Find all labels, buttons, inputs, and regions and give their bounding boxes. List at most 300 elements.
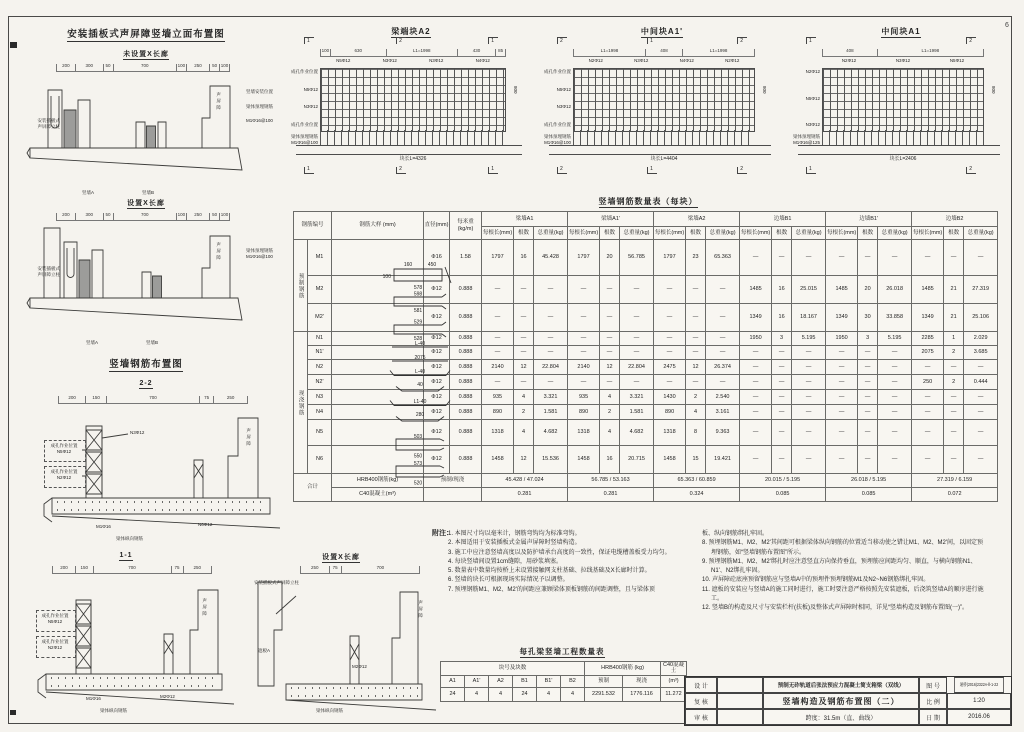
table-cell [424, 488, 482, 502]
section-marker: 2 [737, 167, 747, 174]
check-signature [717, 693, 763, 709]
table-cell: HRB400钢筋(kg) [332, 474, 424, 488]
table-cell: 3.321 [534, 390, 568, 405]
table-cell: 935 [482, 390, 514, 405]
table-cell: 4 [600, 420, 620, 446]
table-cell [441, 662, 687, 676]
table-cell: B1' [537, 675, 561, 687]
side-label: 成孔作业位置 [544, 69, 571, 74]
span-note: 跨度：31.5m（直、曲线） [763, 709, 919, 725]
side-label: N3Φ12 [556, 104, 571, 110]
section-marker: 1 [304, 37, 314, 44]
table-cell: 0.888 [450, 405, 482, 420]
rebar-legs [320, 130, 506, 145]
table-cell: — [600, 375, 620, 390]
table-cell: — [654, 276, 686, 304]
side-label: 成孔作业位置 [291, 69, 318, 74]
table-cell: 1797 [482, 240, 514, 276]
corridor-post-label: 安装插板式声屏障立柱 [254, 580, 299, 585]
table-cell: — [514, 346, 534, 360]
table-cell: — [912, 420, 944, 446]
bar-label: N2Φ12 [725, 58, 740, 63]
table-cell: 1349 [912, 304, 944, 332]
table-cell: 钢筋大样 (mm) [332, 212, 424, 240]
table-cell: 16 [514, 240, 534, 276]
table-cell: 890 [482, 405, 514, 420]
embed-note [246, 248, 286, 259]
work-hole-label-3 [37, 613, 73, 624]
section-marker: 1 [488, 167, 498, 174]
table-cell: — [706, 332, 740, 346]
drawing-no-label: 图 号 [919, 677, 947, 693]
table-cell: 22.804 [534, 360, 568, 375]
drawing-element: 成孔作业位置 [50, 469, 78, 474]
notes-right-column [702, 530, 984, 614]
table-cell [294, 488, 998, 502]
rebar-quantity-table [293, 211, 998, 502]
table-cell: 1 [944, 332, 964, 346]
table-cell: — [620, 332, 654, 346]
table-cell: 4.682 [534, 420, 568, 446]
table-cell: 0.072 [912, 488, 998, 502]
table-cell: Φ12 [424, 405, 450, 420]
drawing-element [27, 148, 30, 158]
section-marker: 2 [396, 37, 406, 44]
table-cell: 根数 [858, 227, 878, 240]
elevation-sub1 [18, 49, 274, 59]
table-cell: 0.085 [740, 488, 826, 502]
table-cell: 21 [944, 304, 964, 332]
table-cell: — [772, 375, 792, 390]
table-cell: 4 [600, 390, 620, 405]
drawing-element [38, 674, 46, 698]
table-cell: — [740, 446, 772, 474]
table-cell: 2475 [654, 360, 686, 375]
drawing-element [76, 626, 91, 646]
table-cell: — [654, 304, 686, 332]
wall-a-label: 竖墙A [82, 190, 95, 195]
table-cell: 12 [514, 446, 534, 474]
drawing-title: 竖墙构造及钢筋布置图（二） [763, 693, 919, 709]
table-cell: C40混凝土 [661, 662, 687, 676]
table-cell: — [826, 405, 858, 420]
table-cell: 22.804 [620, 360, 654, 375]
table-cell: 0.888 [450, 446, 482, 474]
table-cell: — [772, 446, 792, 474]
drawing-element [164, 640, 173, 654]
table-cell: 18.167 [792, 304, 826, 332]
table-cell: 预制 [585, 675, 623, 687]
table-cell: 0.888 [450, 375, 482, 390]
table-cell: C40混凝土(m³) [332, 488, 424, 502]
drawing-element [142, 272, 151, 298]
table-cell: — [740, 360, 772, 375]
table-cell: B1 [513, 675, 537, 687]
table-cell: 8 [686, 420, 706, 446]
table-cell: A2 [489, 675, 513, 687]
table-cell: — [706, 346, 740, 360]
dim-label: L1=1998 [386, 49, 457, 57]
wall-b-label: 竖墙B [142, 190, 155, 195]
table-cell: 2.029 [964, 332, 998, 346]
label: 700 [93, 566, 171, 574]
table-cell: — [964, 240, 998, 276]
label: 100 [176, 213, 186, 221]
table-cell: — [740, 375, 772, 390]
table-cell: — [740, 420, 772, 446]
table-cell: 现浇钢筋 [294, 332, 308, 474]
table-cell: 边墙B2 [912, 212, 998, 227]
elevation-right-notes [246, 90, 286, 124]
table-cell: 2140 [482, 360, 514, 375]
table-cell: 2140 [568, 360, 600, 375]
table-cell: — [792, 240, 826, 276]
drawing-element: 未设置X长廊 [123, 51, 169, 58]
cover-plate-label: 遮板A [258, 648, 271, 653]
table-cell: — [944, 405, 964, 420]
table-cell: 12 [686, 360, 706, 375]
drawing-element: N2Φ12 [47, 644, 63, 650]
rebar-mesh [822, 68, 984, 132]
table-cell: 27.319 [964, 276, 998, 304]
review-label: 审 核 [685, 709, 717, 725]
table-cell: — [534, 332, 568, 346]
table-cell: 预制钢筋 [294, 240, 308, 332]
table-cell: — [706, 375, 740, 390]
label: 700 [113, 213, 176, 221]
longbar-label-2: 梁体纵向钢筋 [100, 708, 127, 713]
table-cell: 3 [858, 332, 878, 346]
drawing-element [396, 439, 424, 446]
drawing-element: 设置X长廊 [127, 200, 165, 207]
table-cell: 4 [489, 687, 513, 701]
drawing-element [27, 298, 30, 308]
drawing-element [304, 167, 498, 174]
elevation-sub2 [18, 198, 274, 208]
label: 梁体预埋钢筋 [246, 103, 273, 109]
drawing-element [396, 466, 424, 474]
table-cell: 0.281 [568, 488, 654, 502]
section-marker: 2 [557, 37, 567, 44]
rebar-table-title [292, 196, 1004, 207]
table-cell: 1485 [912, 276, 944, 304]
rebar-mesh [573, 68, 755, 132]
table-cell: — [740, 346, 772, 360]
n6-label: N6Φ12 [198, 522, 213, 527]
table-cell: 24 [441, 687, 465, 701]
table-cell: — [944, 240, 964, 276]
table-cell: 12 [514, 360, 534, 375]
diagram-title [792, 26, 1010, 37]
table-cell: 11.272 [661, 687, 687, 701]
notes-heading: 附注： [432, 530, 453, 537]
table-cell: 0.888 [450, 390, 482, 405]
drawing-element [102, 434, 128, 438]
elevation-drawing-2 [24, 222, 244, 342]
table-cell: Φ12 [424, 276, 450, 304]
diagram-title [290, 26, 532, 37]
drawing-element: 280 [415, 412, 424, 418]
drawing-element: L-40 [414, 369, 425, 375]
bar-label: N2Φ12 [841, 58, 857, 63]
drawing-element: M1Φ16@100 [246, 253, 273, 259]
table-cell: M2 [308, 276, 332, 304]
side-label: 成孔作业位置 [544, 122, 571, 128]
drawing-element: 573 [413, 460, 422, 467]
table-cell: — [878, 346, 912, 360]
table-cell: 每米重(kg/m) [450, 212, 482, 240]
table-cell: — [706, 276, 740, 304]
table-cell: 0.888 [450, 304, 482, 332]
table-cell: — [772, 405, 792, 420]
table-cell: — [772, 420, 792, 446]
table-cell: 2 [944, 375, 964, 390]
table-cell [332, 240, 436, 291]
table-cell: — [912, 446, 944, 474]
label: 50 [209, 213, 219, 221]
section-marker: 1 [304, 167, 314, 174]
drawing-element [394, 297, 424, 304]
table-cell: 2 [686, 390, 706, 405]
label: 700 [341, 566, 420, 574]
drawing-element [44, 498, 52, 522]
height-dim: 800 [513, 86, 518, 94]
table-cell: — [620, 276, 654, 304]
review-signature [717, 709, 763, 725]
longbar-label-3: 梁体纵向钢筋 [316, 708, 343, 713]
table-cell: 0.324 [654, 488, 740, 502]
section-marker: 1 [806, 167, 816, 174]
table-cell: 12 [600, 360, 620, 375]
table-cell: 25.106 [964, 304, 998, 332]
barrier-vertical-label: 声屏障 [216, 92, 222, 112]
bar-label: N5Φ12 [336, 58, 351, 63]
table-cell: 直径(mm) [424, 212, 450, 240]
table-cell [441, 675, 687, 687]
table-cell: 0.888 [450, 276, 482, 304]
label: 7. 预埋钢筋M1、M2、M2'的间距应兼顾梁体顶板钢筋的间距调整，且与梁体顶 [448, 586, 655, 593]
table-cell: — [772, 360, 792, 375]
wall-a-label-2: 竖墙A [86, 340, 99, 345]
drawing-element [378, 353, 424, 360]
drawing-element: 梁端块A2 [391, 27, 431, 36]
section-marker: 2 [966, 167, 976, 174]
table-cell: 4.682 [620, 420, 654, 446]
table-cell: 1318 [568, 420, 600, 446]
label: 250 [300, 566, 329, 574]
table-cell: 33.858 [878, 304, 912, 332]
table-cell: 15.536 [534, 446, 568, 474]
drawing-element: 160 [403, 261, 412, 268]
height-dim: 800 [762, 86, 767, 94]
drawing-element: 竖墙钢筋布置图 [109, 359, 183, 370]
table-cell: 26.018 [878, 276, 912, 304]
table-cell: — [482, 276, 514, 304]
table-cell: 24 [513, 687, 537, 701]
table-cell: 20 [600, 240, 620, 276]
label: 250 [186, 213, 209, 221]
drawing-element [394, 325, 424, 332]
bar-label: N4Φ12 [679, 58, 694, 63]
elevation-dims [56, 64, 230, 72]
table-cell: M1 [308, 240, 332, 276]
side-label: N2Φ12 [805, 69, 820, 74]
table-cell: — [858, 390, 878, 405]
table-cell: N6 [308, 446, 332, 474]
table-cell: 梁墙A1 [482, 212, 568, 227]
drawing-element [258, 582, 282, 686]
table-cell: — [772, 346, 792, 360]
label: 200 [52, 566, 75, 574]
drawing-element [396, 439, 424, 446]
drawing-element: 1-1 [119, 552, 133, 559]
drawing-element: 160 450100578 [378, 258, 424, 276]
table-cell: — [944, 360, 964, 375]
drawing-element [164, 634, 173, 674]
table-cell: — [878, 390, 912, 405]
table-cell: 1.581 [534, 405, 568, 420]
drawing-element [792, 70, 820, 128]
work-hole-label-2 [45, 469, 83, 480]
table-cell: — [826, 420, 858, 446]
table-cell: — [568, 375, 600, 390]
table-cell: — [620, 304, 654, 332]
label: 100 [219, 64, 230, 72]
table-cell: — [534, 375, 568, 390]
table-cell: — [686, 304, 706, 332]
table-cell: 0.888 [450, 360, 482, 375]
table-cell: — [792, 346, 826, 360]
table-cell: Φ12 [424, 420, 450, 446]
corridor-drawing [244, 574, 436, 720]
label: 700 [106, 396, 199, 404]
drawing-element [822, 59, 984, 64]
drawing-element [153, 276, 162, 298]
drawing-element [557, 37, 747, 44]
table-cell: — [686, 276, 706, 304]
table-cell: 2075 [912, 346, 944, 360]
table-cell: — [826, 360, 858, 375]
table-cell [294, 240, 998, 276]
bar-label: N3Φ12 [895, 58, 911, 63]
dim-label: 430 [457, 49, 496, 57]
project-title: 预制无砟轨道后张法预应力混凝土简支箱梁（双线） [763, 677, 919, 693]
section-marker: 1 [647, 37, 657, 44]
table-cell: — [600, 332, 620, 346]
drawing-element [286, 700, 436, 710]
drawing-element [86, 452, 102, 472]
m2-label-2: M2Φ12 [352, 664, 367, 669]
table-cell: — [858, 420, 878, 446]
table-cell: 26.374 [706, 360, 740, 375]
table-cell: 总重量(kg) [534, 227, 568, 240]
table-cell: 45.428 / 47.024 [482, 474, 568, 488]
bar-label: N3Φ12 [382, 58, 397, 63]
table-cell: 65.363 [706, 240, 740, 276]
table-cell: — [482, 332, 514, 346]
table-cell: — [772, 240, 792, 276]
table-cell: — [482, 346, 514, 360]
section-marker: 1 [647, 167, 657, 174]
table-cell: 20.015 / 5.195 [740, 474, 826, 488]
table-cell: N2 [308, 360, 332, 375]
rebar-legs [573, 130, 755, 145]
check-label: 复 核 [685, 693, 717, 709]
section-marker: 2 [396, 167, 406, 174]
drawing-element [806, 167, 976, 174]
table-cell: 1349 [826, 304, 858, 332]
table-cell: — [792, 420, 826, 446]
table-cell: 总重量(kg) [792, 227, 826, 240]
drawing-element: 503 [413, 433, 422, 440]
table-cell: 9.363 [706, 420, 740, 446]
drawing-element [806, 37, 976, 44]
table-cell: 0.888 [450, 346, 482, 360]
label: 9. 预埋钢筋M1、M2、M2'绑扎时应注意竖直方向保持垂直，预埋筋应间距均匀、顺直，与横向钢筋N1、N1'、N2绑扎牢固。 [702, 558, 977, 575]
table-cell: — [826, 240, 858, 276]
table-cell: — [600, 304, 620, 332]
dim-label: 408 [822, 49, 877, 57]
label: 250 [183, 566, 213, 574]
table-cell: 边墙B1 [740, 212, 826, 227]
dim-label: L1=1998 [877, 49, 984, 57]
side-label: N3Φ12 [805, 122, 820, 128]
table-cell: 1458 [482, 446, 514, 474]
label: 200 [56, 64, 75, 72]
drawing-element [158, 122, 166, 148]
drawing-element [228, 418, 258, 498]
drawing-element [30, 298, 242, 320]
table-cell: — [620, 375, 654, 390]
table-cell: 4 [537, 687, 561, 701]
table-cell: 250 [912, 375, 944, 390]
table-cell [332, 420, 424, 459]
label: 竖墙安装位置 [246, 89, 273, 94]
dim-label: L1=1998 [682, 49, 755, 57]
table-cell: 4 [514, 390, 534, 405]
table-cell: — [600, 346, 620, 360]
table-cell: — [568, 304, 600, 332]
bar-label: N2Φ12 [588, 58, 603, 63]
dim-label: 100 [320, 49, 330, 57]
rebar-mesh [320, 68, 506, 132]
table-cell: — [964, 420, 998, 446]
table-cell: — [514, 332, 534, 346]
beam-top-edge [798, 145, 1000, 155]
embed-rebar-label: 梁体预埋钢筋 M1Φ16@125 [793, 134, 820, 145]
table-cell: — [878, 405, 912, 420]
table-cell: 每根长(mm) [568, 227, 600, 240]
table-cell: 4 [686, 405, 706, 420]
table-cell: 梁墙A2 [654, 212, 740, 227]
drawing-element: 梁体预埋钢筋 [246, 248, 273, 253]
table-cell: — [792, 446, 826, 474]
section-2-2-title [18, 380, 274, 387]
drawing-element [378, 367, 424, 375]
table-cell: 1430 [654, 390, 686, 405]
rebar-elevation-a2 [290, 26, 532, 178]
table-cell: 1458 [654, 446, 686, 474]
table-cell: 2291.532 [585, 687, 623, 701]
table-cell: 块号及块数 [441, 662, 585, 676]
drawing-element [64, 110, 76, 148]
drawing-element: 2-2 [139, 380, 153, 387]
drawing-element: L-40 [414, 340, 425, 347]
section-marker: 2 [737, 37, 747, 44]
table-cell: — [514, 276, 534, 304]
table-cell: 16 [772, 276, 792, 304]
corner-mark [10, 42, 17, 48]
